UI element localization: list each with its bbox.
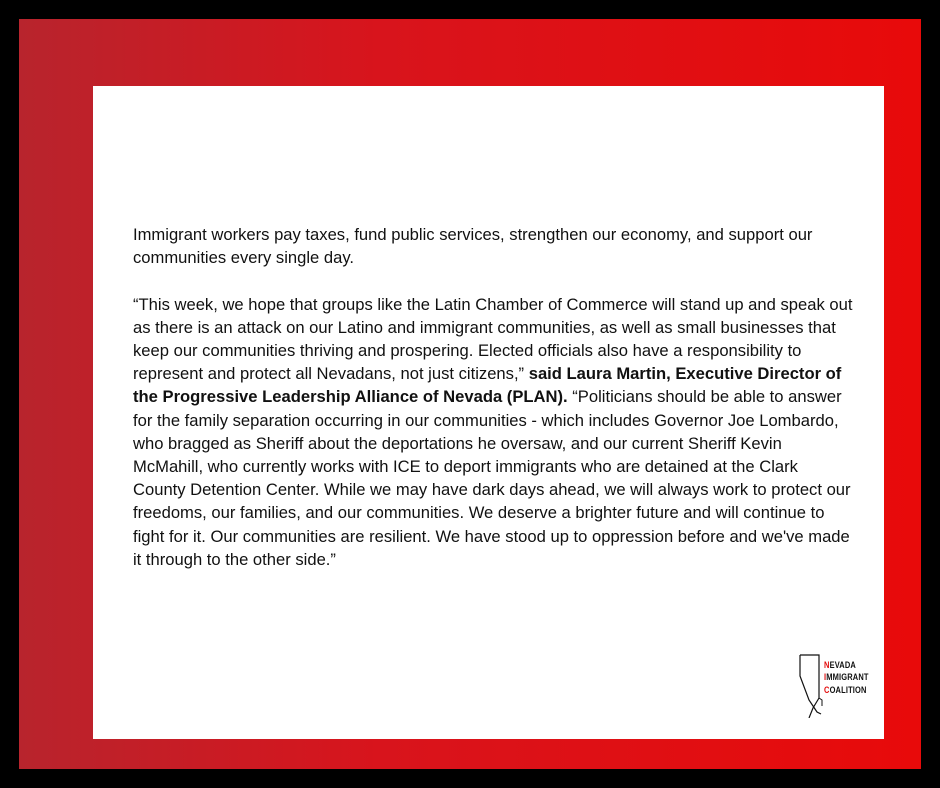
logo-line-immigrant xyxy=(824,672,869,684)
quote-part-1: “This week, we hope that groups like the Latin Chamber of Commerce will stand up and speak out as there is an attack on our Latino and immigrant communities, as well as small businesses that keep our communities thriving and prospering. Elected officials also have a responsibility to represent and protect all Nevadans, not just citizens,” xyxy=(133,294,853,384)
statement-card xyxy=(93,86,884,739)
quote-part-2: “Politicians should be able to answer for the family separation occurring in our communities - which includes Governor Joe Lombardo, who bragged as Sheriff about the deportations he oversaw, and our current Sheriff Kevin McMahill, who currently works with ICE to deport immigrants who are detained at the Clark County Detention Center. While we may have dark days ahead, we will always work to protect our freedoms, our families, and our communities. We deserve a brighter future and will continue to fight for it. Our communities are resilient. We have stood up to oppression before and we've made it through to the other side.” xyxy=(133,387,851,569)
quote-attribution: said Laura Martin, Executive Director of the Progressive Leadership Alliance of Nevada (PLAN). xyxy=(133,364,842,407)
logo-initial-n: N xyxy=(824,660,830,671)
logo-text-oalition: OALITION xyxy=(829,684,867,696)
logo-line-nevada xyxy=(824,660,869,672)
logo-initial-c: C xyxy=(824,684,830,696)
paragraph-quote xyxy=(133,293,853,571)
nevada-immigrant-coalition-logo xyxy=(799,654,877,718)
logo-line-coalition xyxy=(824,685,869,697)
paragraph-intro: Immigrant workers pay taxes, fund public services, strengthen our economy, and support our communities every single day. xyxy=(133,225,813,268)
logo-initial-i: I xyxy=(824,672,827,684)
red-gradient-border xyxy=(19,19,921,769)
logo-text-evada: EVADA xyxy=(829,660,856,671)
logo-wordmark xyxy=(824,660,869,697)
logo-text-mmigrant: MMIGRANT xyxy=(826,672,869,684)
statement-text xyxy=(133,223,853,594)
